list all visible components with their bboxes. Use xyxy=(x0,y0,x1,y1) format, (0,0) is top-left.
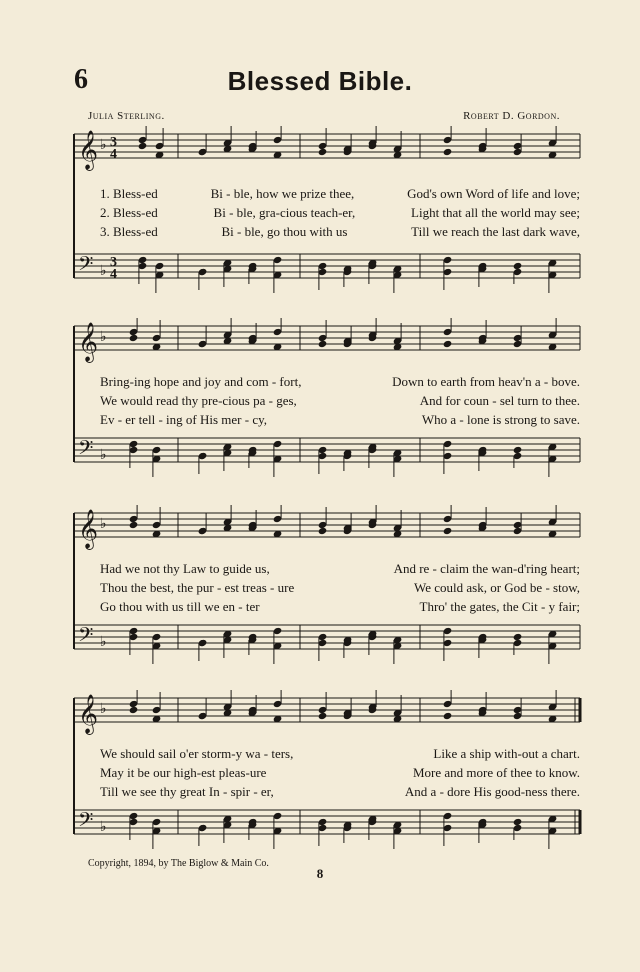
note-head xyxy=(513,446,523,454)
hymn-number: 6 xyxy=(74,64,88,95)
lyric-line: Thou the best, the pur - est treas - ure We could ask, or God be - stow, xyxy=(100,580,580,595)
treble-clef-icon: 𝄞 xyxy=(78,694,99,734)
lyric-line: Had we not thy Law to guide us, And re - claim the wan-d'ring heart; xyxy=(100,561,580,576)
note-head xyxy=(513,633,523,641)
note-head xyxy=(318,148,328,156)
flat-key-icon: ♭ xyxy=(100,516,107,532)
note-head xyxy=(318,340,328,348)
page-number: 8 xyxy=(316,866,324,881)
lyrics-system-4 xyxy=(100,744,580,801)
flat-key-icon: ♭ xyxy=(100,329,107,345)
lyric-line: Go thou with us till we en - ter Thro' the gates, the Cit - y fair; xyxy=(100,599,580,614)
lyric-line: 3. Bless-ed Bi - ble, go thou with us Till we reach the last dark wave, xyxy=(100,224,580,239)
flat-key-icon: ♭ xyxy=(100,263,107,279)
note-head xyxy=(318,712,328,720)
music-system-1 xyxy=(70,126,582,311)
treble-clef-icon: 𝄞 xyxy=(78,509,99,549)
treble-clef-icon: 𝄞 xyxy=(78,322,99,362)
copyright-notice: Copyright, 1894, by The Biglow & Main Co. xyxy=(88,858,269,869)
composer-credit: Robert D. Gordon. xyxy=(463,110,560,122)
time-signature-bottom: 4 xyxy=(110,267,117,282)
note-head xyxy=(138,142,148,150)
lyric-line: We would read thy pre-cious pa - ges, And for coun - sel turn to thee. xyxy=(100,393,580,408)
hymn-title: Blessed Bible. xyxy=(227,66,413,96)
lyrics-system-2 xyxy=(100,372,580,429)
lyric-line: Bring-ing hope and joy and com - fort, Down to earth from heav'n a - bove. xyxy=(100,374,580,389)
note-head xyxy=(443,712,453,720)
note-head xyxy=(513,262,523,270)
note-head xyxy=(513,818,523,826)
bass-clef-icon: 𝄢 xyxy=(78,808,94,836)
bass-clef-icon: 𝄢 xyxy=(78,623,94,651)
time-signature-top: 3 xyxy=(110,135,117,150)
lyric-line: Ev - er tell - ing of His mer - cy, Who a - lone is strong to save. xyxy=(100,412,580,427)
bass-clef-icon: 𝄢 xyxy=(78,436,94,464)
music-system-2 xyxy=(70,318,582,498)
note-head xyxy=(443,527,453,535)
lyric-line: 2. Bless-ed Bi - ble, gra-cious teach-er, Light that all the world may see; xyxy=(100,205,580,220)
note-head xyxy=(129,706,139,714)
note-head xyxy=(129,521,139,529)
lyric-line: 1. Bless-ed Bi - ble, how we prize thee, God's own Word of life and love; xyxy=(100,186,580,201)
bass-clef-icon: 𝄢 xyxy=(78,252,94,280)
treble-clef-icon: 𝄞 xyxy=(78,130,99,170)
lyrics-system-3 xyxy=(100,559,580,616)
lyrics-system-1 xyxy=(100,184,580,241)
time-signature-bottom: 4 xyxy=(110,147,117,162)
flat-key-icon: ♭ xyxy=(100,634,107,650)
music-system-4 xyxy=(70,690,582,852)
lyric-line: We should sail o'er storm-y wa - ters, Like a ship with-out a chart. xyxy=(100,746,580,761)
flat-key-icon: ♭ xyxy=(100,137,107,153)
note-head xyxy=(318,527,328,535)
flat-key-icon: ♭ xyxy=(100,819,107,835)
lyricist-credit: Julia Sterling. xyxy=(88,110,165,122)
lyric-line: Till we see thy great In - spir - er, And a - dore His good-ness there. xyxy=(100,784,580,799)
music-system-3 xyxy=(70,505,582,683)
lyric-line: May it be our high-est pleas-ure More and more of thee to know. xyxy=(100,765,580,780)
time-signature-top: 3 xyxy=(110,255,117,270)
flat-key-icon: ♭ xyxy=(100,447,107,463)
flat-key-icon: ♭ xyxy=(100,701,107,717)
note-head xyxy=(443,148,453,156)
note-head xyxy=(443,340,453,348)
note-head xyxy=(129,334,139,342)
